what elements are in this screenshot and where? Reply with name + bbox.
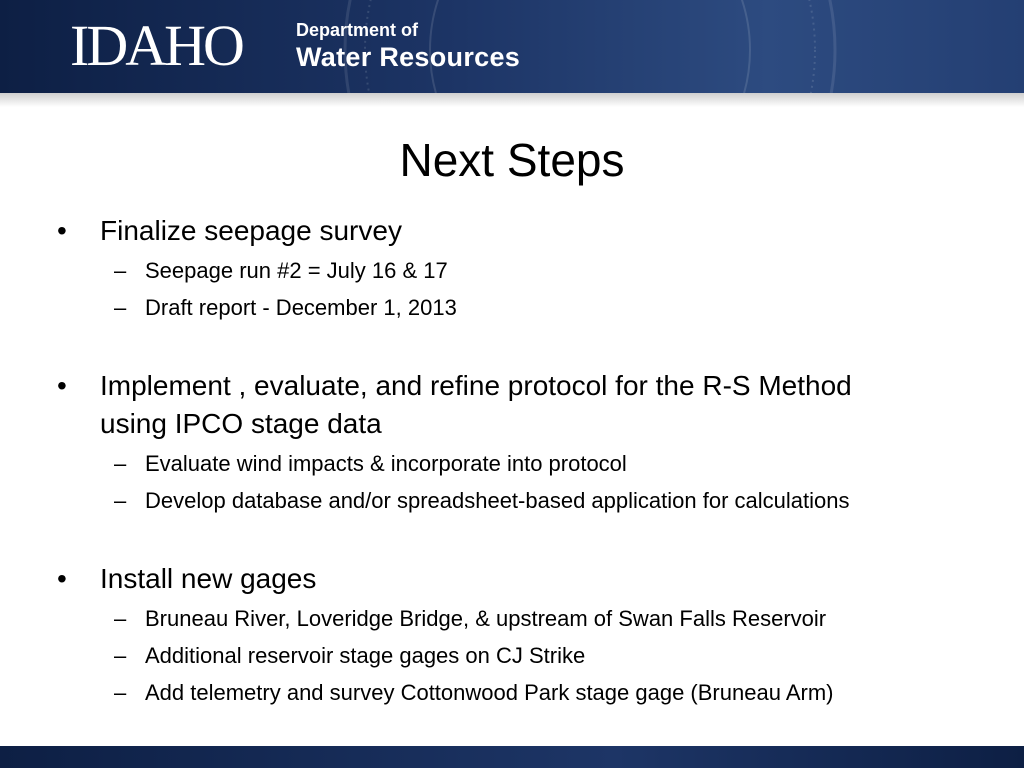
department-label: Department of [296, 20, 419, 40]
dash-marker: – [114, 258, 127, 283]
sub-bullet-text: Draft report - December 1, 2013 [145, 295, 457, 320]
header-banner [0, 0, 1024, 93]
sub-bullet-text: Evaluate wind impacts & incorporate into protocol [145, 451, 627, 476]
sub-bullet-text: Bruneau River, Loveridge Bridge, & upstream of Swan Falls Reservoir [145, 606, 827, 631]
bullet-item [57, 560, 317, 598]
dash-marker: – [114, 295, 127, 320]
header-shadow [0, 93, 1024, 107]
bullet-marker: • [57, 563, 67, 594]
bullet-text-line2: using IPCO stage data [100, 408, 382, 439]
dash-marker: – [114, 643, 127, 668]
sub-bullet-item [114, 642, 586, 670]
bullet-marker: • [57, 370, 67, 401]
bullet-item-continuation [100, 405, 382, 443]
bullet-text: Finalize seepage survey [100, 215, 402, 246]
bullet-text-line1: Implement , evaluate, and refine protocol for the R-S Method [100, 370, 852, 401]
sub-bullet-item [114, 294, 457, 322]
dash-marker: – [114, 488, 127, 513]
bullet-item [57, 367, 852, 405]
sub-bullet-text: Seepage run #2 = July 16 & 17 [145, 258, 448, 283]
sub-bullet-text: Develop database and/or spreadsheet-based application for calculations [145, 488, 850, 513]
sub-bullet-text: Additional reservoir stage gages on CJ Strike [145, 643, 586, 668]
sub-bullet-item [114, 605, 827, 633]
sub-bullet-item [114, 679, 834, 707]
sub-bullet-text: Add telemetry and survey Cottonwood Park stage gage (Bruneau Arm) [145, 680, 834, 705]
slide-title: Next Steps [399, 134, 625, 186]
dash-marker: – [114, 451, 127, 476]
dash-marker: – [114, 680, 127, 705]
water-resources-label: Water Resources [296, 42, 521, 72]
sub-bullet-item [114, 487, 850, 515]
idaho-logo: IDAHO [70, 13, 242, 78]
bullet-marker: • [57, 215, 67, 246]
footer-bar [0, 746, 1024, 768]
sub-bullet-item [114, 257, 448, 285]
bullet-text: Install new gages [100, 563, 317, 594]
dash-marker: – [114, 606, 127, 631]
bullet-item [57, 212, 402, 250]
sub-bullet-item [114, 450, 627, 478]
